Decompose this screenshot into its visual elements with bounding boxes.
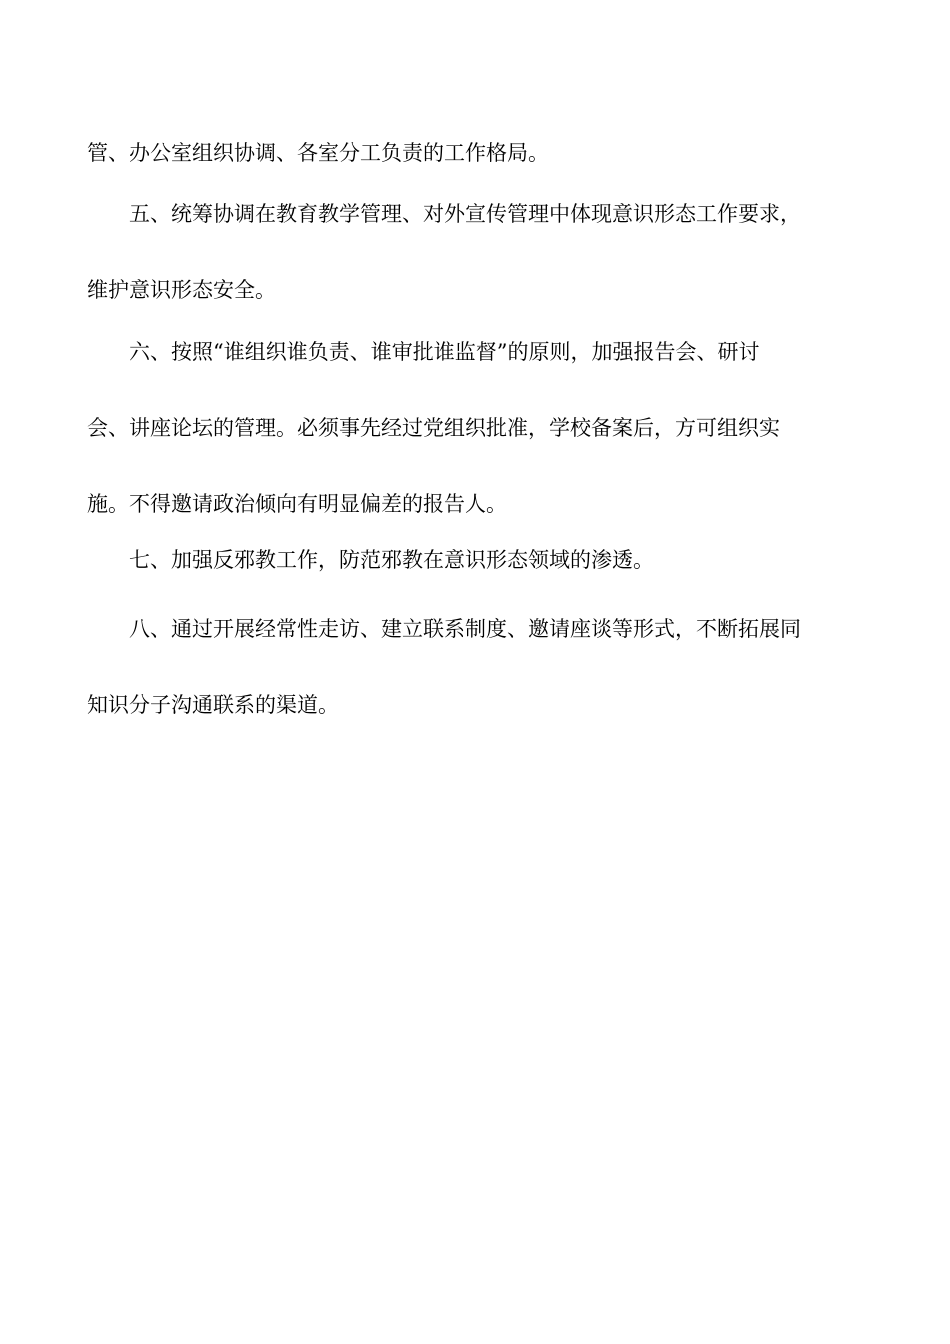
text-line: 七、加强反邪教工作，防范邪教在意识形态领域的渗透。 [129, 548, 654, 572]
text-line: 八、通过开展经常性走访、建立联系制度、邀请座谈等形式，不断拓展同 [129, 617, 801, 641]
text-line: 五、统筹协调在教育教学管理、对外宣传管理中体现意识形态工作要求， [129, 202, 801, 226]
text-line: 管、办公室组织协调、各室分工负责的工作格局。 [87, 141, 549, 165]
paragraph-item-5 [87, 187, 863, 317]
text-line: 知识分子沟通联系的渠道。 [87, 693, 339, 717]
paragraph-item-6 [87, 325, 863, 531]
paragraph-item-8 [87, 602, 863, 732]
paragraph-continuation [87, 126, 863, 180]
text-line: 施。不得邀请政治倾向有明显偏差的报告人。 [87, 492, 507, 516]
text-line: 会、讲座论坛的管理。必须事先经过党组织批准，学校备案后，方可组织实 [87, 416, 780, 440]
paragraph-item-7 [87, 533, 863, 587]
text-line: 六、按照“谁组织谁负责、谁审批谁监督”的原则，加强报告会、研讨 [129, 340, 760, 364]
text-line: 维护意识形态安全。 [87, 278, 276, 302]
